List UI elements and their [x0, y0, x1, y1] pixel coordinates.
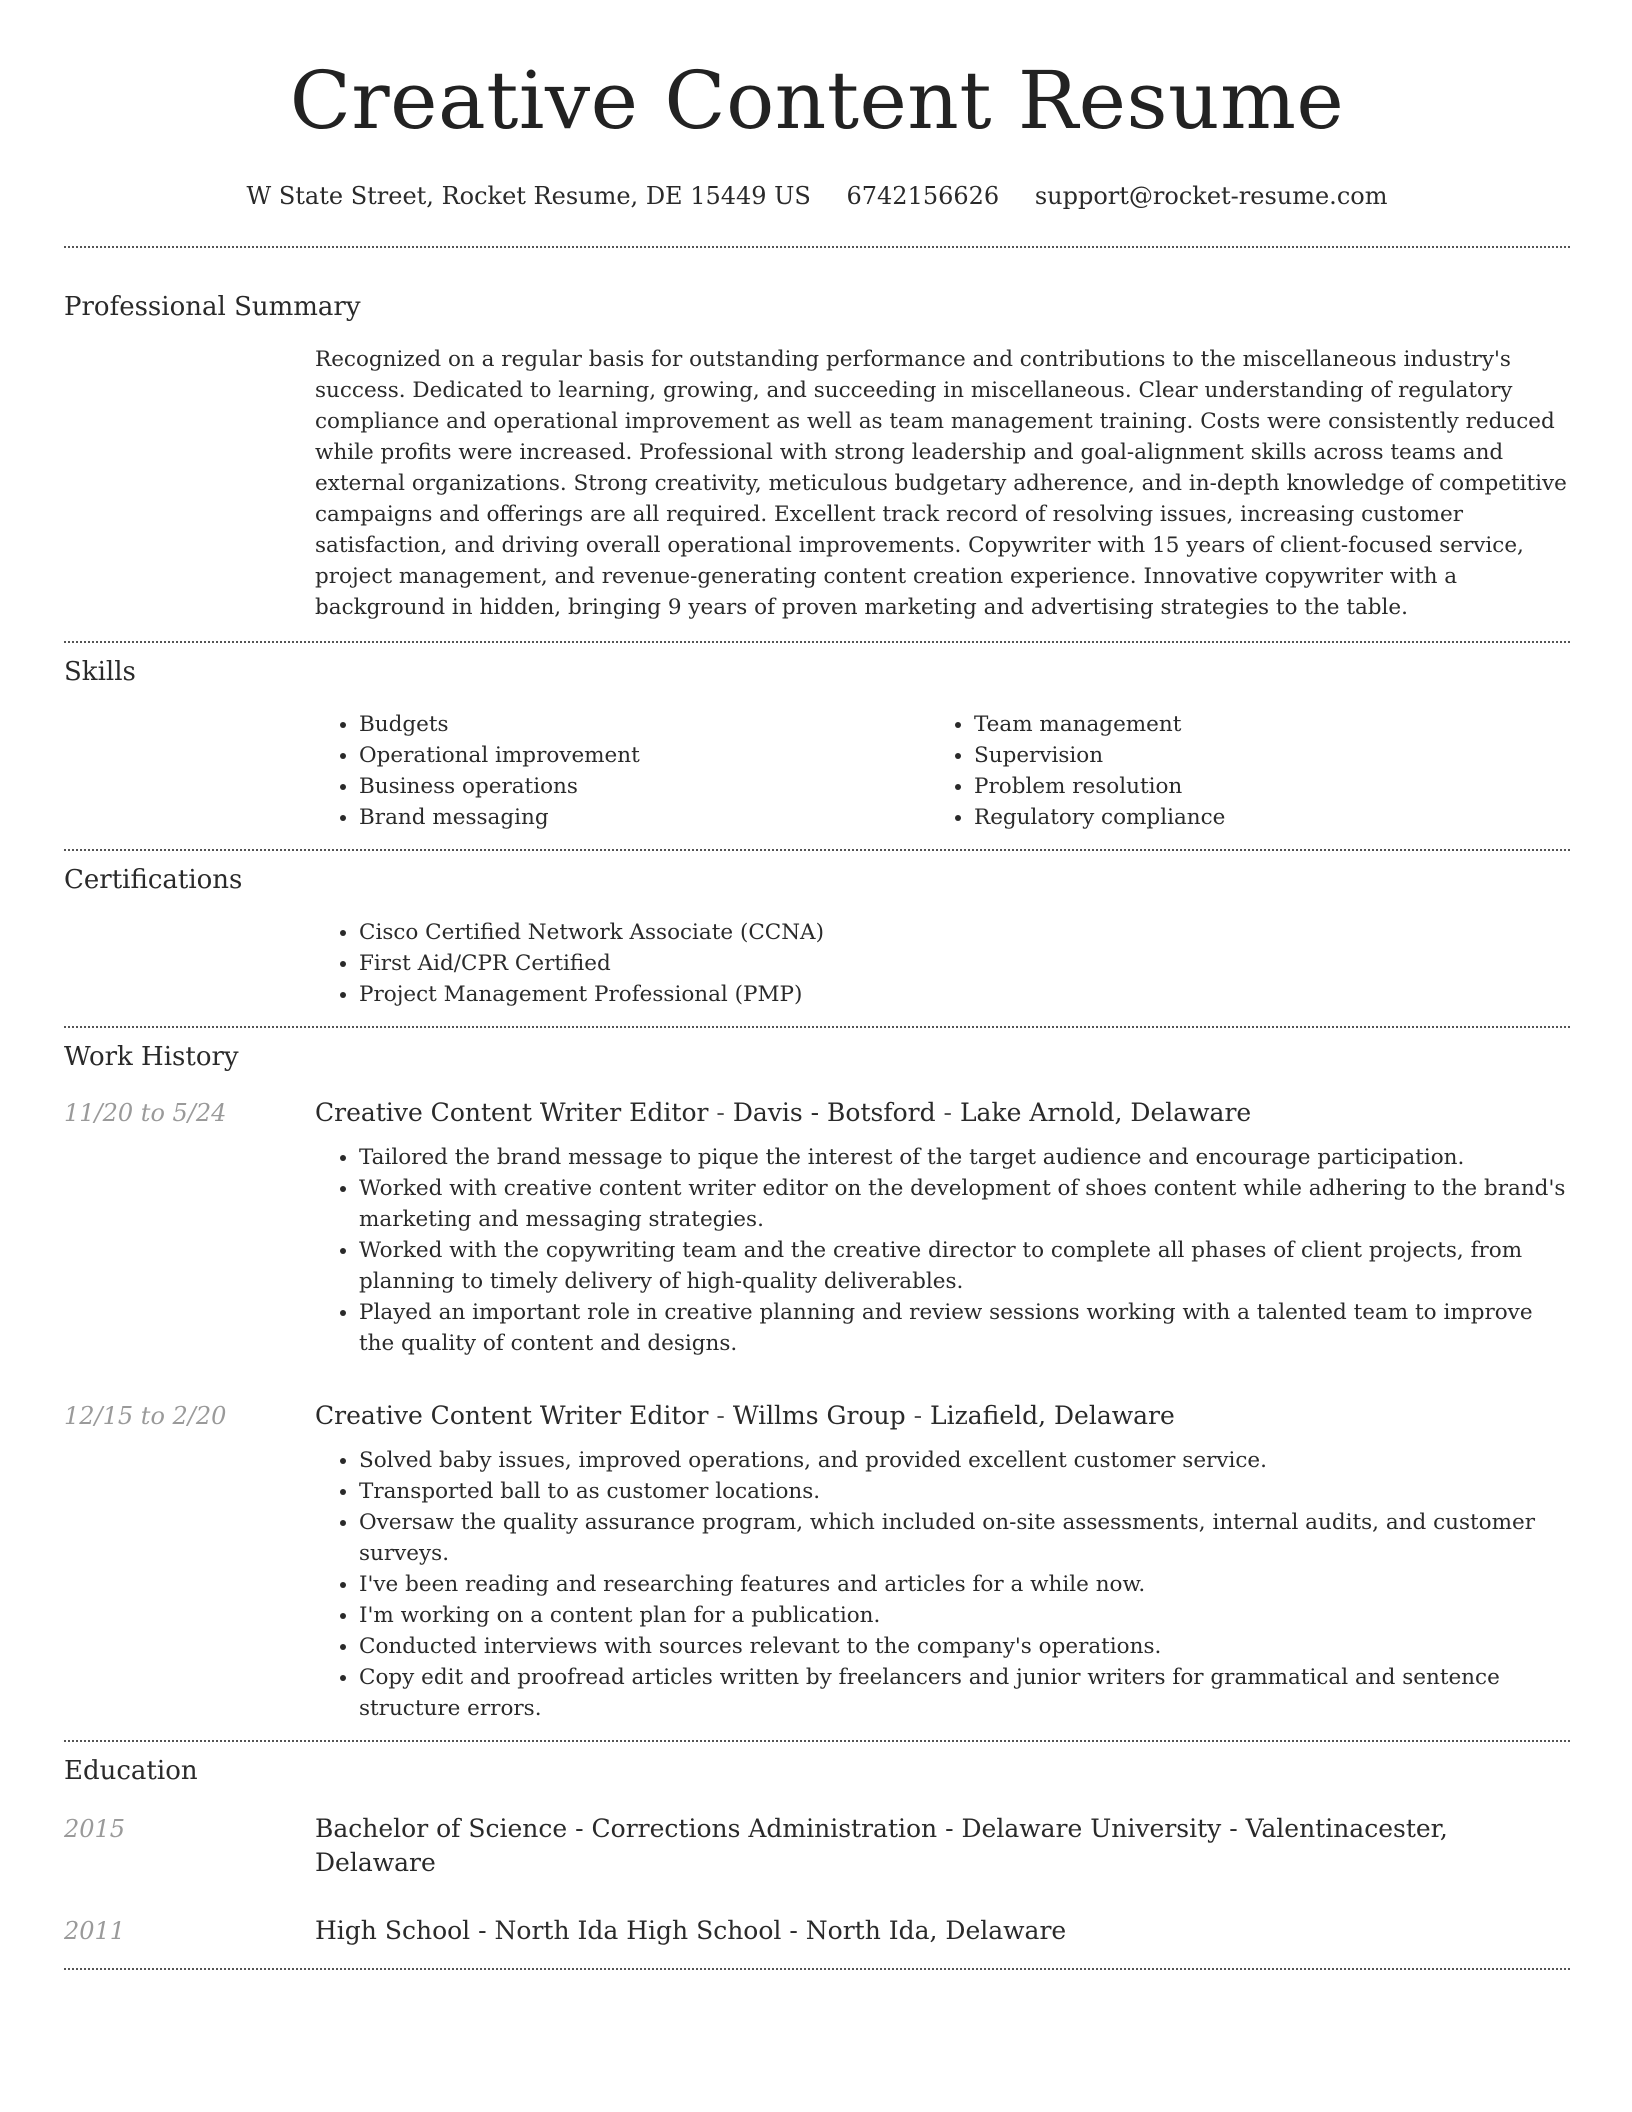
separator: -	[470, 1916, 495, 1945]
skills-grid	[315, 709, 1570, 833]
job-location: Lizafield, Delaware	[929, 1401, 1175, 1430]
certification-item: • First Aid/CPR Certified	[359, 948, 1570, 979]
education-location: North Ida, Delaware	[805, 1916, 1067, 1945]
job-bullet: • Solved baby issues, improved operations, and provided excellent customer service.	[359, 1445, 1570, 1476]
education-title	[315, 1812, 1570, 1880]
work-history-section	[64, 1040, 1570, 1724]
job-bullet: • Worked with creative content writer editor on the development of shoes content while adhering to the brand's marketing and messaging strategies.	[359, 1173, 1570, 1235]
resume-header	[64, 0, 1570, 212]
section-title-certifications: Certifications	[64, 865, 243, 895]
job-dates: 12/15 to 2/20	[64, 1402, 227, 1430]
education-degree: Bachelor of Science - Corrections Administration	[315, 1814, 938, 1843]
certification-item: • Project Management Professional (PMP)	[359, 979, 1570, 1010]
resume-page	[64, 0, 1570, 1970]
job-location: Lake Arnold, Delaware	[959, 1098, 1252, 1127]
education-entry	[64, 1914, 1570, 1948]
skill-item: • Supervision	[974, 740, 1545, 771]
job-bullets	[315, 1445, 1570, 1724]
job-role: Creative Content Writer Editor	[315, 1401, 709, 1430]
section-title-education: Education	[64, 1756, 198, 1786]
divider	[64, 246, 1570, 248]
education-year: 2011	[64, 1917, 126, 1945]
divider	[64, 849, 1570, 851]
skill-item: • Regulatory compliance	[974, 802, 1545, 833]
job-title	[315, 1399, 1570, 1433]
separator: -	[708, 1401, 733, 1430]
resume-name: Creative Content Resume	[289, 54, 1345, 147]
section-title-work-history: Work History	[64, 1042, 239, 1072]
job-dates: 11/20 to 5/24	[64, 1099, 227, 1127]
divider	[64, 1740, 1570, 1742]
separator: -	[1221, 1814, 1246, 1843]
job-bullet: • Tailored the brand message to pique the interest of the target audience and encourage participation.	[359, 1142, 1570, 1173]
skill-item: • Budgets	[359, 709, 930, 740]
job-bullets	[315, 1142, 1570, 1359]
separator: -	[935, 1098, 960, 1127]
contact-line	[64, 180, 1570, 212]
divider	[64, 1026, 1570, 1028]
job-company: Willms Group	[732, 1401, 906, 1430]
education-entry	[64, 1812, 1570, 1880]
job-company: Davis - Botsford	[732, 1098, 936, 1127]
skill-item: • Brand messaging	[359, 802, 930, 833]
certifications-section	[64, 863, 1570, 1010]
job-bullet: • I've been reading and researching features and articles for a while now.	[359, 1569, 1570, 1600]
skill-item: • Operational improvement	[359, 740, 930, 771]
job-bullet: • Conducted interviews with sources relevant to the company's operations.	[359, 1631, 1570, 1662]
job-entry	[64, 1399, 1570, 1724]
job-bullet: • Transported ball to as customer locations.	[359, 1476, 1570, 1507]
skill-item: • Problem resolution	[974, 771, 1545, 802]
education-school: Delaware University	[961, 1814, 1222, 1843]
section-title-skills: Skills	[64, 657, 136, 687]
job-bullet: • Played an important role in creative planning and review sessions working with a talented team to improve the quality of content and designs.	[359, 1297, 1570, 1359]
job-role: Creative Content Writer Editor	[315, 1098, 709, 1127]
summary-text: Recognized on a regular basis for outstanding performance and contributions to the miscellaneous industry's success. Dedicated to learning, growing, and succeeding in miscellaneous. Clear understanding of regulatory compliance and operational improvement as well as team management training. Costs were consistently reduced while profits were increased. Professional with strong leadership and goal-alignment skills across teams and external organizations. Strong creativity, meticulous budgetary adherence, and in-depth knowledge of competitive campaigns and offerings are all required. Excellent track record of resolving issues, increasing customer satisfaction, and driving overall operational improvements. Copywriter with 15 years of client-focused service, project management, and revenue-generating content creation experience. Innovative copywriter with a background in hidden, bringing 9 years of proven marketing and advertising strategies to the table.	[315, 347, 1567, 620]
certification-item: • Cisco Certified Network Associate (CCNA)	[359, 917, 1570, 948]
section-title-summary: Professional Summary	[64, 292, 361, 322]
job-main	[315, 1096, 1570, 1359]
education-degree: High School	[315, 1916, 471, 1945]
separator: -	[905, 1401, 930, 1430]
education-section	[64, 1754, 1570, 1948]
contact-email: support@rocket-resume.com	[1034, 182, 1388, 210]
skill-item: • Business operations	[359, 771, 930, 802]
divider	[64, 641, 1570, 643]
contact-phone: 6742156626	[846, 182, 1000, 210]
skills-section	[64, 655, 1570, 833]
skills-list-left	[315, 709, 930, 833]
job-title	[315, 1096, 1570, 1130]
separator: -	[708, 1098, 733, 1127]
education-title	[315, 1914, 1066, 1948]
summary-section	[64, 290, 1570, 623]
divider	[64, 1968, 1570, 1970]
job-bullet: • Copy edit and proofread articles written by freelancers and junior writers for grammatical and sentence structure errors.	[359, 1662, 1570, 1724]
job-bullet: • Worked with the copywriting team and the creative director to complete all phases of client projects, from planning to timely delivery of high-quality deliverables.	[359, 1235, 1570, 1297]
certifications-list	[315, 917, 1570, 1010]
job-entry	[64, 1096, 1570, 1359]
separator: -	[937, 1814, 962, 1843]
education-location: Valentinacester, Delaware	[315, 1814, 1448, 1877]
education-year: 2015	[64, 1815, 126, 1843]
skill-item: • Team management	[974, 709, 1545, 740]
skills-list-right	[930, 709, 1545, 833]
contact-address: W State Street, Rocket Resume, DE 15449 US	[246, 182, 811, 210]
separator: -	[781, 1916, 806, 1945]
job-main	[315, 1399, 1570, 1724]
education-school: North Ida High School	[494, 1916, 782, 1945]
job-bullet: • Oversaw the quality assurance program, which included on-site assessments, internal audits, and customer surveys.	[359, 1507, 1570, 1569]
job-bullet: • I'm working on a content plan for a publication.	[359, 1600, 1570, 1631]
